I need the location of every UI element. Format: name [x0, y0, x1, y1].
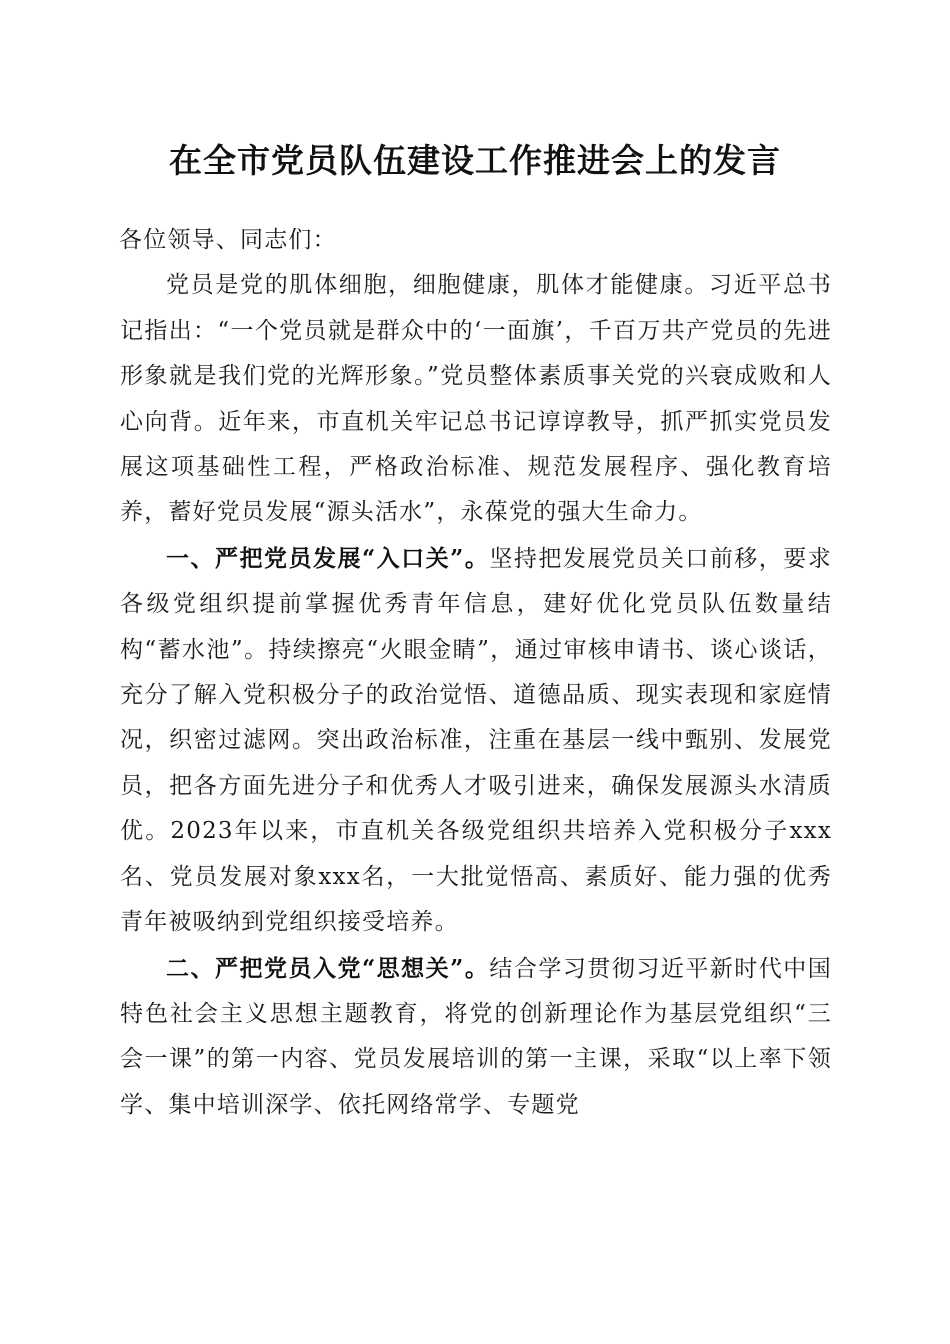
section-1-heading: 一、严把党员发展“入口关”。 [166, 544, 490, 572]
section-1-paragraph [120, 536, 832, 946]
intro-paragraph: 党员是党的肌体细胞，细胞健康，肌体才能健康。习近平总书记指出：“一个党员就是群众中的‘一面旗’，千百万共产党员的先进形象就是我们党的光辉形象。”党员整体素质事关党的兴衰成败和人心向背。近年来，市直机关牢记总书记谆谆教导，抓严抓实党员发展这项基础性工程，严格政治标准、规范发展程序、强化教育培养，蓄好党员发展“源头活水”，永葆党的强大生命力。 [120, 272, 832, 526]
section-2-heading: 二、严把党员入党“思想关”。 [166, 954, 490, 982]
section-1-text: 坚持把发展党员关口前移，要求各级党组织提前掌握优秀青年信息，建好优化党员队伍数量结构“蓄水池”。持续擦亮“火眼金睛”，通过审核申请书、谈心谈话，充分了解入党积极分子的政治觉悟、道德品质、现实表现和家庭情况，织密过滤网。突出政治标准，注重在基层一线中甄别、发展党员，把各方面先进分子和优秀人才吸引进来，确保发展源头水清质优。2023年以来，市直机关各级党组织共培养入党积极分子xxx名、党员发展对象xxx名，一大批觉悟高、素质好、能力强的优秀青年被吸纳到党组织接受培养。 [120, 545, 832, 936]
section-2-paragraph [120, 946, 832, 1129]
document-body [120, 218, 832, 1128]
document-title: 在全市党员队伍建设工作推进会上的发言 [169, 141, 781, 180]
salutation: 各位领导、同志们： [119, 227, 337, 253]
section-2-text: 结合学习贯彻习近平新时代中国特色社会主义思想主题教育，将党的创新理论作为基层党组织“三会一课”的第一内容、党员发展培训的第一主课，采取“以上率下领学、集中培训深学、依托网络常学、专题党 [120, 955, 832, 1118]
